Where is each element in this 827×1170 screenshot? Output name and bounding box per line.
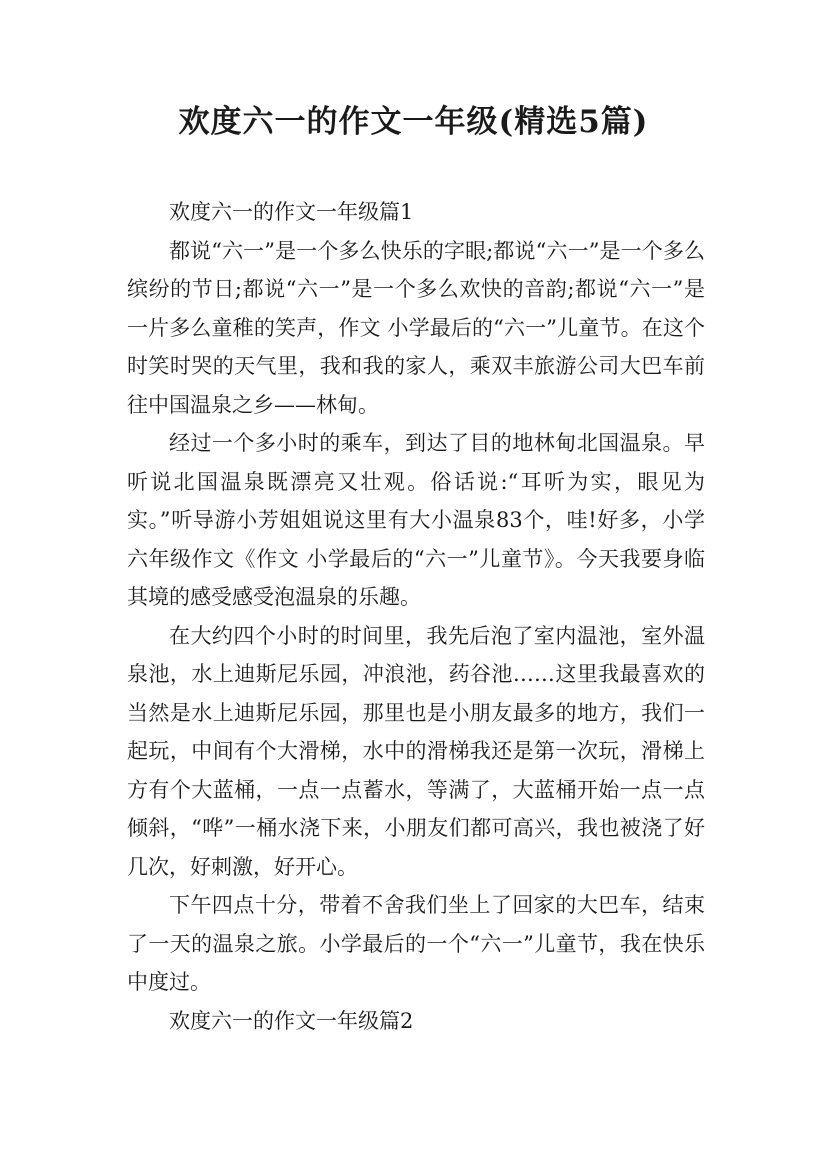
paragraph-2: 经过一个多小时的乘车，到达了目的地林甸北国温泉。早听说北国温泉既漂亮又壮观。俗话说:“耳听为实，眼见为实。”听导游小芳姐姐说这里有大小温泉83个，哇!好多，小学六年级作文《作文 小学最后的“六一”儿童节》。今天我要身临其境的感受感受泡温泉的乐趣。 [127, 431, 705, 609]
section-heading-1: 欢度六一的作文一年级篇1 [169, 200, 414, 224]
document-body [127, 193, 705, 1040]
paragraph-4: 下午四点十分，带着不舍我们坐上了回家的大巴车，结束了一天的温泉之旅。小学最后的一个“六一”儿童节，我在快乐中度过。 [127, 893, 705, 994]
document-title: 欢度六一的作文一年级(精选5篇) [178, 104, 649, 140]
paragraph-3: 在大约四个小时的时间里，我先后泡了室内温池，室外温泉池，水上迪斯尼乐园，冲浪池，药谷池……这里我最喜欢的当然是水上迪斯尼乐园，那里也是小朋友最多的地方，我们一起玩，中间有个大滑梯，水中的滑梯我还是第一次玩，滑梯上方有个大蓝桶，一点一点蓄水，等满了，大蓝桶开始一点一点倾斜，“哗”一桶水浇下来，小朋友们都可高兴，我也被浇了好几次，好刺激，好开心。 [127, 623, 705, 879]
paragraph-1: 都说“六一”是一个多么快乐的字眼;都说“六一”是一个多么缤纷的节日;都说“六一”是一个多么欢快的音韵;都说“六一”是一片多么童稚的笑声，作文 小学最后的“六一”儿童节。在这个时笑时哭的天气里，我和我的家人，乘双丰旅游公司大巴车前往中国温泉之乡——林甸。 [127, 238, 705, 417]
section-heading-2: 欢度六一的作文一年级篇2 [169, 1008, 414, 1033]
